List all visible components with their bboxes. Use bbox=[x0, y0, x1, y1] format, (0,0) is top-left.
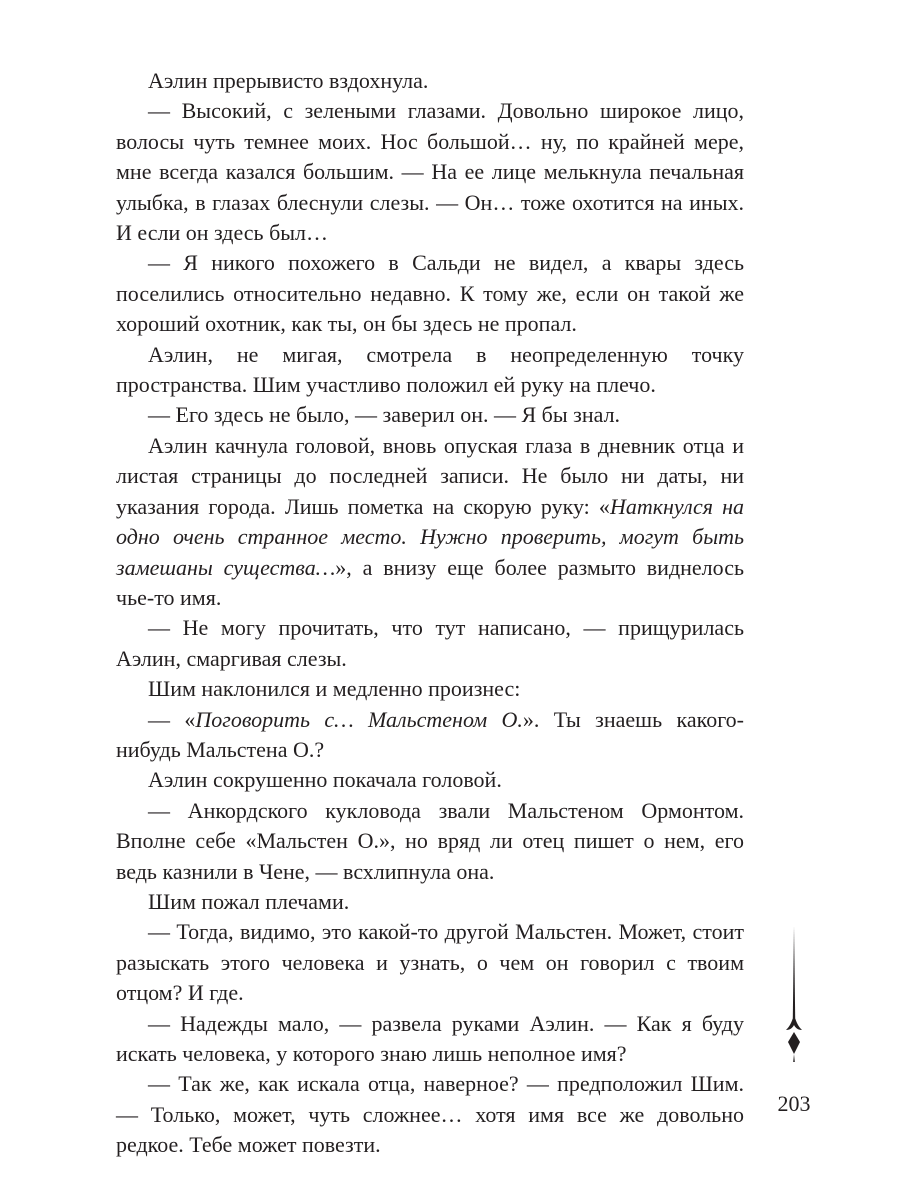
text-run: — Надежды мало, — развела руками Аэлин. — Как я буду искать человека, у которого знаю лишь неполное имя? bbox=[116, 1010, 744, 1066]
paragraph bbox=[116, 1009, 744, 1070]
text-run: — Анкордского кукловода звали Мальстеном Ормонтом. Вполне себе «Мальстен О.», но вряд ли отец пишет о нем, его ведь казнили в Чене, — всхлипнула она. bbox=[116, 797, 744, 884]
text-run: — Я никого похожего в Сальди не видел, а квары здесь поселились относительно недавно. К тому же, если он такой же хороший охотник, как ты, он бы здесь не пропал. bbox=[116, 250, 744, 337]
text-run: ». Ты знаешь какого-нибудь Мальстена О.? bbox=[116, 706, 744, 762]
text-run: Шим наклонился и медленно произнес: bbox=[148, 676, 521, 702]
text-run: Аэлин прерывисто вздохнула. bbox=[148, 68, 429, 93]
paragraph bbox=[116, 1069, 744, 1160]
page-number: 203 bbox=[777, 1091, 811, 1116]
paragraph bbox=[116, 96, 744, 248]
paragraph bbox=[116, 340, 744, 401]
text-run: Аэлин качнула головой, вновь опуская глаза в дневник отца и листая страницы до последней записи. Не было ни даты, ни указания города. Лишь пометка на скорую руку: « bbox=[116, 432, 744, 519]
text-run: », а внизу еще более размыто виднелось чье-то имя. bbox=[116, 554, 744, 610]
italic-quote: Поговорить с… Мальстеном О. bbox=[195, 706, 523, 732]
text-run: Аэлин сокрушенно покачала головой. bbox=[148, 767, 502, 793]
paragraph bbox=[116, 887, 744, 917]
paragraph bbox=[116, 613, 744, 674]
paragraph bbox=[116, 674, 744, 704]
paragraph bbox=[116, 400, 744, 430]
text-run: — « bbox=[148, 706, 196, 732]
text-run: — Не могу прочитать, что тут написано, — прищурилась Аэлин, смаргивая слезы. bbox=[116, 615, 744, 671]
paragraph bbox=[116, 765, 744, 795]
text-run: — Так же, как искала отца, наверное? — предположил Шим. — Только, может, чуть сложнее… хотя имя все же довольно редкое. Тебе может повезти. bbox=[116, 1071, 744, 1158]
paragraph bbox=[116, 917, 744, 1008]
paragraph bbox=[116, 796, 744, 887]
book-text bbox=[116, 66, 744, 1161]
text-run: — Высокий, с зелеными глазами. Довольно широкое лицо, волосы чуть темнее моих. Нос большой… ну, по крайней мере, мне всегда казался большим. — На ее лице мелькнула печальная улыбка, в глазах блеснули слезы. — Он… тоже охотится на иных. И если он здесь был… bbox=[116, 98, 744, 246]
paragraph bbox=[116, 431, 744, 613]
paragraph bbox=[116, 66, 744, 96]
paragraph bbox=[116, 705, 744, 766]
text-run: Шим пожал плечами. bbox=[148, 888, 350, 914]
text-run: Аэлин, не мигая, смотрела в неопределенную точку пространства. Шим участливо положил ей руку на плечо. bbox=[116, 341, 744, 398]
italic-quote: Наткнулся на одно очень странное место. Нужно проверить, могут быть замешаны существа… bbox=[116, 493, 745, 580]
page-ornament-icon bbox=[782, 926, 806, 1062]
text-run: — Тогда, видимо, это какой-то другой Мальстен. Может, стоит разыскать этого человека и узнать, о чем он говорил с твоим отцом? И где. bbox=[116, 919, 744, 1006]
paragraph bbox=[116, 248, 744, 339]
text-run: — Его здесь не было, — заверил он. — Я бы знал. bbox=[148, 402, 621, 428]
